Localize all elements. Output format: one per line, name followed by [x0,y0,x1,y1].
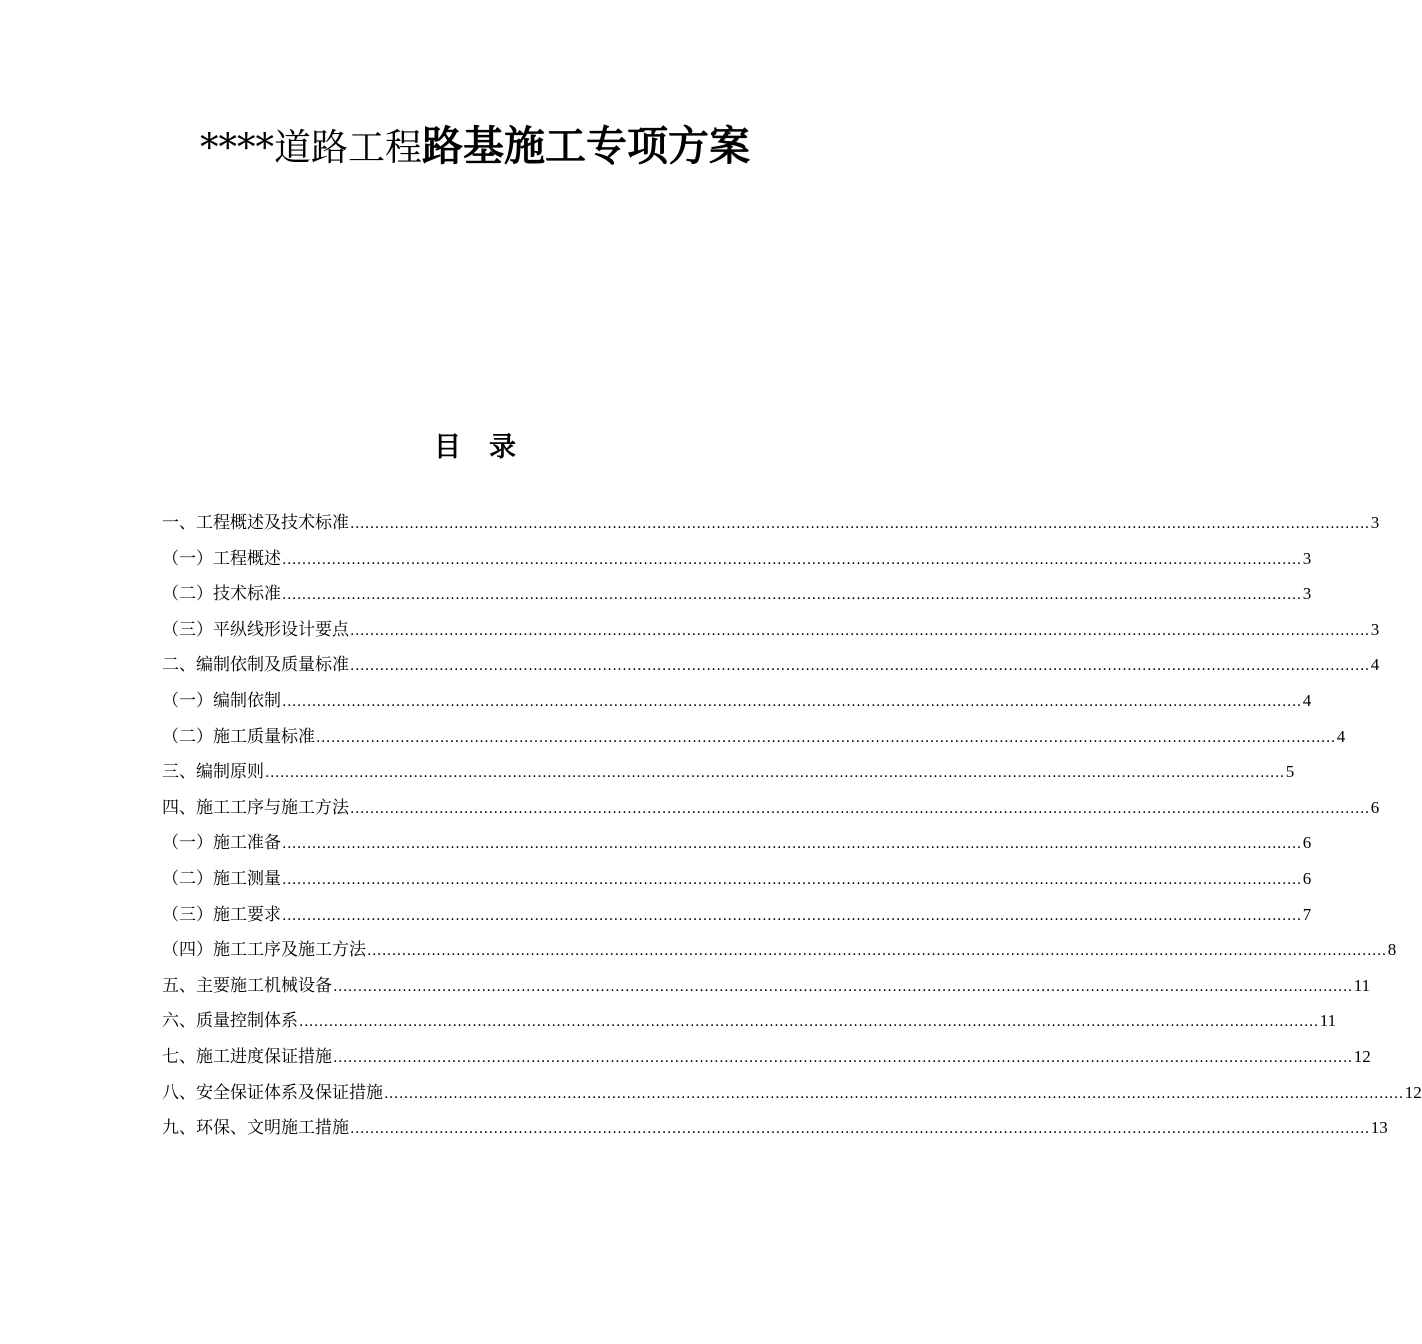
toc-dot-leader: .............................................................................................................................................................................................................. [282,587,1302,604]
toc-dot-leader: .............................................................................................................................................................................................................. [350,516,1370,532]
toc-entry[interactable] [162,1075,1422,1111]
toc-page-number: 6 [1302,868,1312,888]
toc-entry-title: （二）施工质量标准 [162,726,315,747]
document-title-prefix: ****道路工程 [200,126,422,169]
toc-entry[interactable] [162,754,1295,790]
toc-dot-leader: .............................................................................................................................................................................................................. [299,1014,1319,1031]
toc-entry-title: 九、环保、文明施工措施 [162,1118,349,1139]
toc-entry[interactable] [162,932,1397,968]
toc-page-number: 7 [1302,904,1312,924]
toc-dot-leader: .............................................................................................................................................................................................................. [350,800,1370,817]
toc-entry-title: 一、工程概述及技术标准 [162,513,349,533]
toc-dot-leader: .............................................................................................................................................................................................................. [333,978,1353,995]
toc-dot-leader: .............................................................................................................................................................................................................. [282,836,1302,853]
toc-page-number: 8 [1387,940,1397,960]
toc-entry[interactable] [162,683,1312,719]
toc-page-number: 11 [1319,1011,1337,1031]
toc-entry[interactable] [162,647,1380,683]
toc-page-number: 3 [1370,619,1380,639]
document-title [0,118,950,177]
toc-dot-leader: .............................................................................................................................................................................................................. [282,907,1302,924]
toc-entry-title: （三）平纵线形设计要点 [162,619,349,640]
toc-entry-title: （一）工程概述 [162,548,281,569]
toc-heading: 目录 [434,432,544,463]
toc-page-number: 4 [1336,726,1346,746]
toc-entry-title: （一）编制依制 [162,690,281,711]
toc-entry-title: 四、施工工序与施工方法 [162,797,349,818]
toc-entry[interactable] [162,612,1380,648]
toc-entry-title: 五、主要施工机械设备 [162,975,332,996]
toc-entry[interactable] [162,790,1380,826]
toc-entry[interactable] [162,897,1312,933]
document-title-main: 路基施工专项方案 [422,122,750,170]
toc-entry-title: （二）施工测量 [162,868,281,889]
toc-page-number: 3 [1302,548,1312,568]
toc-dot-leader: .............................................................................................................................................................................................................. [282,693,1302,710]
table-of-contents [162,505,1422,1146]
toc-entry-title: （二）技术标准 [162,584,281,605]
toc-entry[interactable] [162,576,1312,612]
toc-dot-leader: .............................................................................................................................................................................................................. [333,1049,1353,1066]
toc-dot-leader: .............................................................................................................................................................................................................. [350,1121,1370,1138]
toc-entry[interactable] [162,1110,1388,1146]
toc-entry[interactable] [162,541,1312,577]
toc-page-number: 6 [1370,797,1380,817]
toc-entry-title: 八、安全保证体系及保证措施 [162,1082,383,1103]
toc-page-number: 11 [1353,975,1371,995]
toc-entry[interactable] [162,505,1380,541]
toc-entry-title: 六、质量控制体系 [162,1011,298,1032]
toc-page-number: 12 [1404,1082,1422,1102]
toc-entry[interactable] [162,861,1312,897]
toc-dot-leader: .............................................................................................................................................................................................................. [265,765,1285,782]
toc-entry[interactable] [162,825,1312,861]
toc-entry-title: 七、施工进度保证措施 [162,1046,332,1067]
toc-entry-title: （一）施工准备 [162,833,281,854]
toc-entry-title: （三）施工要求 [162,904,281,925]
toc-page-number: 3 [1370,513,1380,532]
toc-entry[interactable] [162,968,1371,1004]
toc-page-number: 12 [1353,1046,1371,1066]
toc-entry[interactable] [162,719,1346,755]
toc-dot-leader: .............................................................................................................................................................................................................. [282,551,1302,568]
toc-page-number: 5 [1285,762,1295,782]
toc-entry-title: （四）施工工序及施工方法 [162,940,366,961]
toc-dot-leader: .............................................................................................................................................................................................................. [282,871,1302,888]
toc-dot-leader: .............................................................................................................................................................................................................. [350,622,1370,639]
toc-entry-title: 三、编制原则 [162,762,264,783]
toc-dot-leader: .............................................................................................................................................................................................................. [316,729,1336,746]
toc-entry-title: 二、编制依制及质量标准 [162,655,349,676]
toc-dot-leader: .............................................................................................................................................................................................................. [367,943,1387,960]
toc-page-number: 13 [1370,1118,1388,1138]
toc-dot-leader: .............................................................................................................................................................................................................. [350,658,1370,675]
toc-page-number: 4 [1370,655,1380,675]
toc-page-number: 6 [1302,833,1312,853]
toc-dot-leader: .............................................................................................................................................................................................................. [384,1085,1404,1102]
toc-page-number: 3 [1302,584,1312,604]
toc-page-number: 4 [1302,690,1312,710]
toc-entry[interactable] [162,1003,1337,1039]
toc-entry[interactable] [162,1039,1371,1075]
